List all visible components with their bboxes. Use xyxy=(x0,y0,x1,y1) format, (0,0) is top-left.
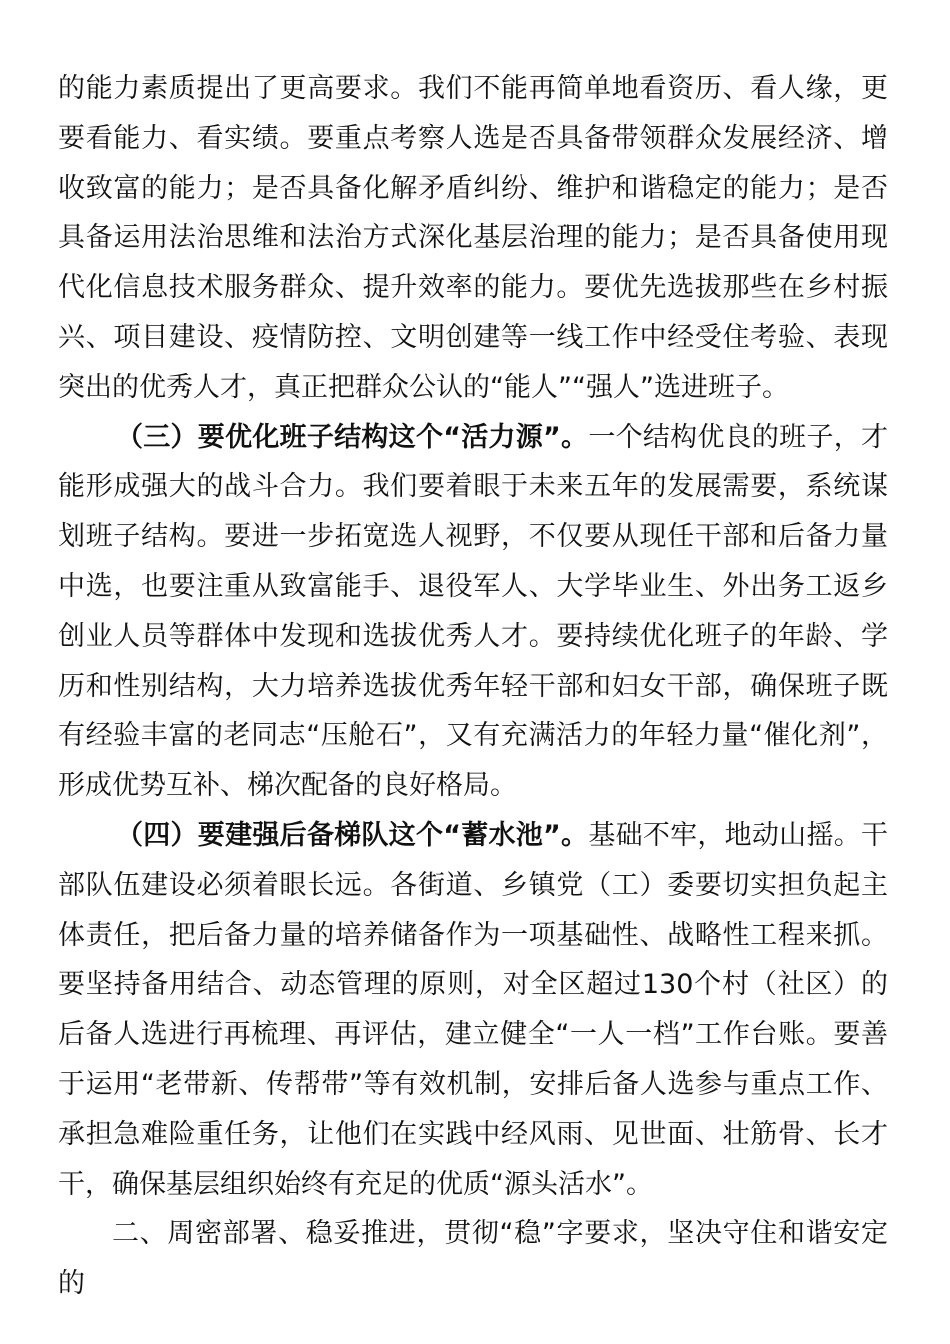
section-body-three: 一个结构优良的班子，才能形成强大的战斗合力。我们要着眼于未来五年的发展需要，系统谋划班子结构。要进一步拓宽选人视野，不仅要从现任干部和后备力量中选，也要注重从致富能手、退役军人、大学毕业生、外出务工返乡创业人员等群体中发现和选拔优秀人才。要持续优化班子的年龄、学历和性别结构，大力培养选拔优秀年轻干部和妇女干部，确保班子既有经验丰富的老同志“压舱石”，又有充满活力的年轻力量“催化剂”，形成优势互补、梯次配备的良好格局。 xyxy=(58,421,888,802)
paragraph-reserve-team xyxy=(58,811,888,1209)
paragraph-optimize-structure xyxy=(58,413,888,811)
section-title-two: 二、周密部署、稳妥推进，贯彻“稳”字要求，坚决守住和谐安定的 xyxy=(58,1218,888,1300)
section-body-four: 基础不牢，地动山摇。干部队伍建设必须着眼长远。各街道、乡镇党（工）委要切实担负起主体责任，把后备力量的培养储备作为一项基础性、战略性工程来抓。要坚持备用结合、动态管理的原则，对全区超过130个村（社区）的后备人选进行再梳理、再评估，建立健全“一人一档”工作台账。要善于运用“老带新、传帮带”等有效机制，安排后备人选参与重点工作、承担急难险重任务，让他们在实践中经风雨、见世面、壮筋骨、长才干，确保基层组织始终有充足的优质“源头活水”。 xyxy=(58,819,888,1200)
section-heading-three: （三）要优化班子结构这个“活力源”。 xyxy=(116,421,589,453)
document-page xyxy=(58,64,888,1309)
paragraph-ability-requirements: 的能力素质提出了更高要求。我们不能再简单地看资历、看人缘，更要看能力、看实绩。要重点考察人选是否具备带领群众发展经济、增收致富的能力；是否具备化解矛盾纠纷、维护和谐稳定的能力；是否具备运用法治思维和法治方式深化基层治理的能力；是否具备使用现代化信息技术服务群众、提升效率的能力。要优先选拔那些在乡村振兴、项目建设、疫情防控、文明创建等一线工作中经受住考验、表现突出的优秀人才，真正把群众公认的“能人”“强人”选进班子。 xyxy=(58,73,888,403)
section-heading-four: （四）要建强后备梯队这个“蓄水池”。 xyxy=(116,819,589,851)
